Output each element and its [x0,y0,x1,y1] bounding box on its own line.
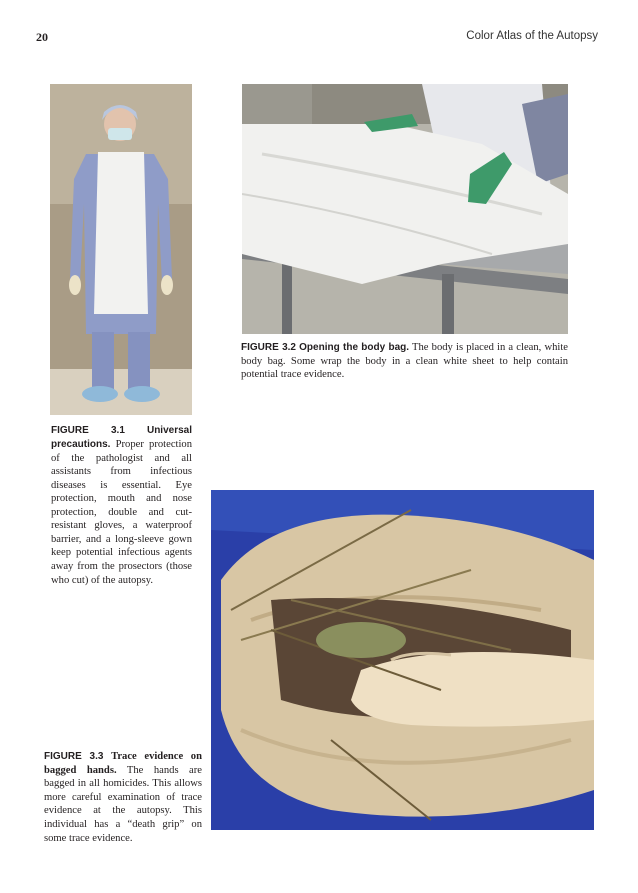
figure-label: FIGURE 3.3 [44,751,104,762]
figure-3-1-caption [51,424,192,587]
figure-title: Opening the body bag. [299,342,410,353]
figure-label: FIGURE 3.1 [51,425,125,436]
figure-3-2-photo [242,84,568,334]
figure-title: Trace evidence on bagged hands. [44,751,202,776]
figure-text: The body is placed in a clean, white body bag. Some wrap the body in a clean white sheet to help contain potential trace evidence. [241,342,568,381]
figure-title: Universal precautions. [51,425,192,450]
figure-3-3-caption [44,750,202,845]
figure-3-1-photo [50,84,192,415]
figure-label: FIGURE 3.2 [241,342,296,353]
figure-3-3-photo [211,490,594,830]
figure-text: The hands are bagged in all homicides. This allows more careful examination of trace evidence at the autopsy. This individual has a “death grip” on some trace evidence. [44,764,202,844]
figure-3-2-caption [241,341,568,382]
running-title: Color Atlas of the Autopsy [466,30,598,42]
page-number: 20 [36,30,48,44]
figure-text: Proper protection of the pathologist and all assistants from infectious diseases is essential. Eye protection, mouth and nose protection, double and cut-resistant gloves, a waterproof barrier, and a long-sleeve gown keep potential infectious agents away from the prosectors (those who cut) of the autopsy. [51,438,192,586]
